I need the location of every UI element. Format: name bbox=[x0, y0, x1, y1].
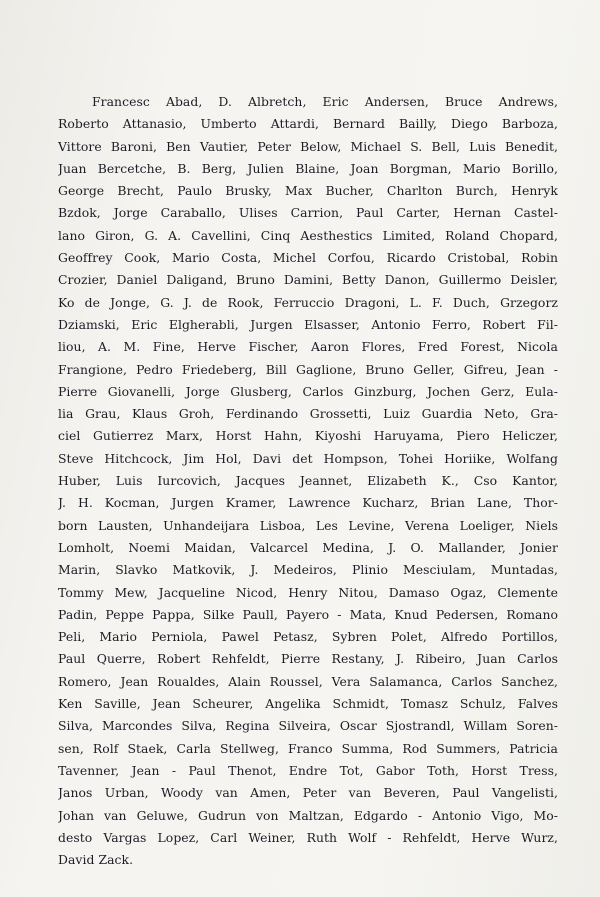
text-line: David Zack. bbox=[58, 852, 134, 868]
text-line: lia Grau, Klaus Groh, Ferdinando Grossetti, Luiz Guardia Neto, Gra- bbox=[58, 406, 558, 422]
text-line: Geoffrey Cook, Mario Costa, Michel Corfou, Ricardo Cristobal, Robin bbox=[58, 250, 558, 266]
text-line: Steve Hitchcock, Jim Hol, Davi det Hompson, Tohei Horiike, Wolfang bbox=[58, 450, 558, 466]
text-line: Peli, Mario Perniola, Pawel Petasz, Sybren Polet, Alfredo Portillos, bbox=[58, 629, 558, 645]
text-line: Tavenner, Jean - Paul Thenot, Endre Tot, Gabor Toth, Horst Tress, bbox=[58, 762, 558, 778]
text-line: Marin, Slavko Matkovik, J. Medeiros, Plinio Mesciulam, Muntadas, bbox=[58, 562, 558, 578]
text-line: Crozier, Daniel Daligand, Bruno Damini, Betty Danon, Guillermo Deisler, bbox=[58, 272, 558, 288]
text-line: born Lausten, Unhandeijara Lisboa, Les Levine, Verena Loeliger, Niels bbox=[58, 517, 558, 533]
text-line: Johan van Geluwe, Gudrun von Maltzan, Edgardo - Antonio Vigo, Mo- bbox=[58, 807, 558, 823]
text-line: ciel Gutierrez Marx, Horst Hahn, Kiyoshi Haruyama, Piero Heliczer, bbox=[58, 428, 558, 444]
participant-names-paragraph bbox=[58, 91, 558, 871]
text-line: Padin, Peppe Pappa, Silke Paull, Payero - Mata, Knud Pedersen, Romano bbox=[58, 606, 558, 622]
text-line: Lomholt, Noemi Maidan, Valcarcel Medina, J. O. Mallander, Jonier bbox=[58, 539, 558, 555]
text-line: Ko de Jonge, G. J. de Rook, Ferruccio Dragoni, L. F. Duch, Grzegorz bbox=[58, 294, 558, 310]
text-line: George Brecht, Paulo Brusky, Max Bucher, Charlton Burch, Henryk bbox=[58, 183, 558, 199]
text-line: Paul Querre, Robert Rehfeldt, Pierre Restany, J. Ribeiro, Juan Carlos bbox=[58, 651, 558, 667]
text-line: sen, Rolf Staek, Carla Stellweg, Franco Summa, Rod Summers, Patricia bbox=[58, 740, 558, 756]
text-line: Francesc Abad, D. Albretch, Eric Andersen, Bruce Andrews, bbox=[92, 94, 558, 109]
text-line: Frangione, Pedro Friedeberg, Bill Gaglione, Bruno Geller, Gifreu, Jean - bbox=[58, 361, 558, 377]
text-line: J. H. Kocman, Jurgen Kramer, Lawrence Kucharz, Brian Lane, Thor- bbox=[58, 495, 558, 511]
text-line: desto Vargas Lopez, Carl Weiner, Ruth Wolf - Rehfeldt, Herve Wurz, bbox=[58, 829, 558, 845]
text-line: Ken Saville, Jean Scheurer, Angelika Schmidt, Tomasz Schulz, Falves bbox=[58, 696, 558, 712]
text-line: Huber, Luis Iurcovich, Jacques Jeannet, Elizabeth K., Cso Kantor, bbox=[58, 473, 558, 489]
text-line: Silva, Marcondes Silva, Regina Silveira, Oscar Sjostrandl, Willam Soren- bbox=[58, 718, 558, 734]
text-line: Janos Urban, Woody van Amen, Peter van Beveren, Paul Vangelisti, bbox=[58, 785, 558, 801]
text-line: Pierre Giovanelli, Jorge Glusberg, Carlos Ginzburg, Jochen Gerz, Eula- bbox=[58, 383, 558, 399]
text-line: lano Giron, G. A. Cavellini, Cinq Aesthestics Limited, Roland Chopard, bbox=[58, 227, 558, 243]
text-line: Roberto Attanasio, Umberto Attardi, Bernard Bailly, Diego Barboza, bbox=[58, 116, 558, 132]
text-line: liou, A. M. Fine, Herve Fischer, Aaron Flores, Fred Forest, Nicola bbox=[58, 339, 558, 355]
text-line: Bzdok, Jorge Caraballo, Ulises Carrion, Paul Carter, Hernan Castel- bbox=[58, 205, 558, 221]
text-line: Vittore Baroni, Ben Vautier, Peter Below, Michael S. Bell, Luis Benedit, bbox=[58, 138, 558, 154]
text-line: Juan Bercetche, B. Berg, Julien Blaine, Joan Borgman, Mario Borillo, bbox=[58, 160, 558, 176]
text-line: Dziamski, Eric Elgherabli, Jurgen Elsasser, Antonio Ferro, Robert Fil- bbox=[58, 316, 558, 332]
text-line: Romero, Jean Roualdes, Alain Roussel, Vera Salamanca, Carlos Sanchez, bbox=[58, 673, 558, 689]
text-line: Tommy Mew, Jacqueline Nicod, Henry Nitou, Damaso Ogaz, Clemente bbox=[58, 584, 558, 600]
